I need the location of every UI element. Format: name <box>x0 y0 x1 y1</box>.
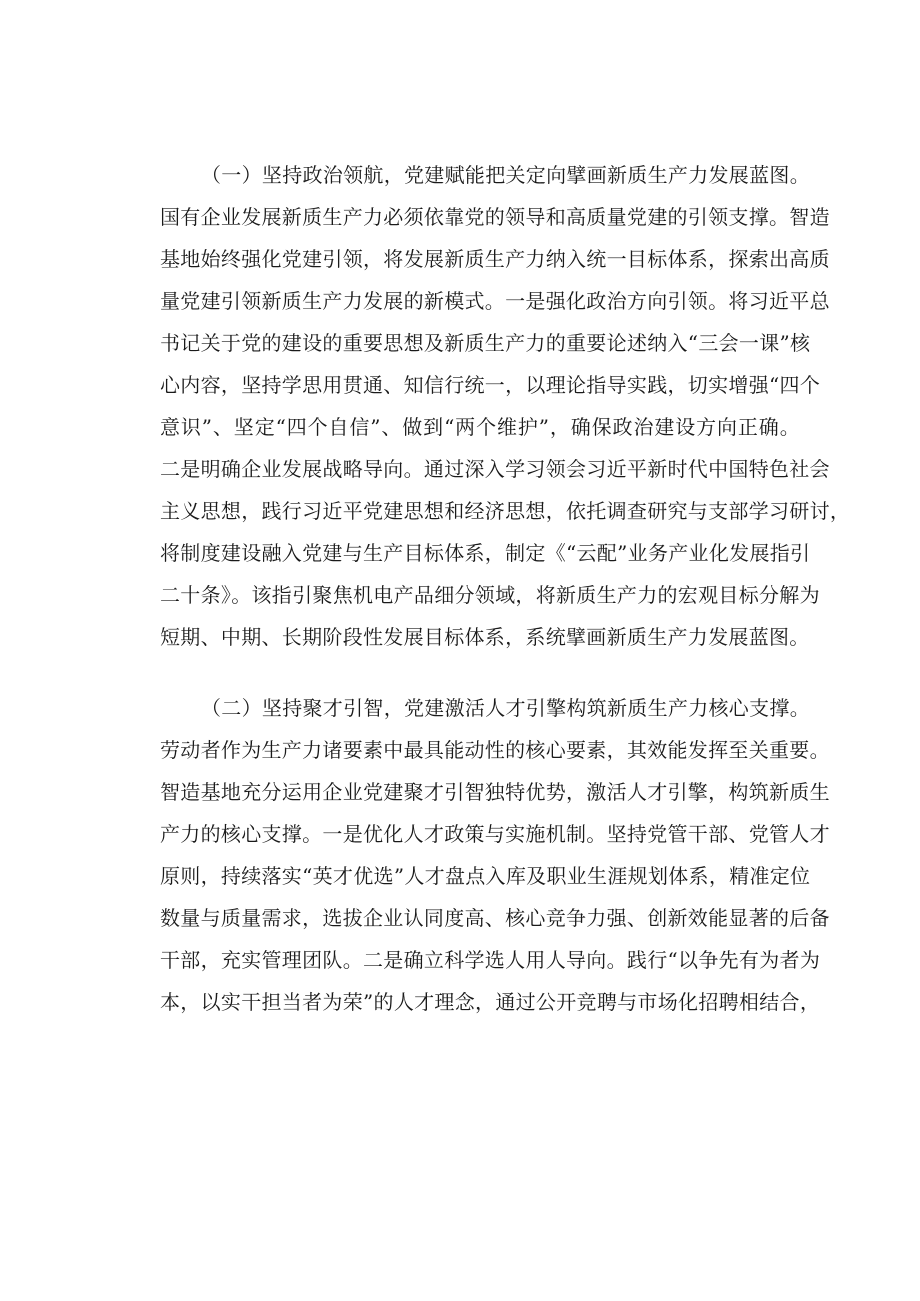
text-line: 心内容，坚持学思用贯通、知信行统一，以理论指导实践，切实增强“四个 <box>160 373 821 397</box>
text-line: 数量与质量需求，选拔企业认同度高、核心竞争力强、创新效能显著的后备 <box>160 906 830 930</box>
text-line: 二十条》。该指引聚焦机电产品细分领域，将新质生产力的宏观目标分解为 <box>160 583 820 607</box>
text-line: 意识”、坚定“四个自信”、做到“两个维护”，确保政治建设方向正确。 <box>160 415 800 439</box>
text-line: 本，以实干担当者为荣”的人才理念，通过公开竞聘与市场化招聘相结合， <box>160 990 821 1014</box>
text-line: 产力的核心支撑。一是优化人才政策与实施机制。坚持党管干部、党管人才 <box>160 822 830 846</box>
paragraph-heading: （二）坚持聚才引智，党建激活人才引擎构筑新质生产力核心支撑。 <box>201 696 810 720</box>
text-line: 干部，充实管理团队。二是确立科学选人用人导向。践行“以争先有为者为 <box>160 948 821 972</box>
paragraph-heading: （一）坚持政治领航，党建赋能把关定向擘画新质生产力发展蓝图。 <box>201 163 810 187</box>
text-line: 基地始终强化党建引领，将发展新质生产力纳入统一目标体系，探索出高质 <box>160 247 830 271</box>
text-line: 二是明确企业发展战略导向。通过深入学习领会习近平新时代中国特色社会 <box>160 457 830 481</box>
text-line: 国有企业发展新质生产力必须依靠党的领导和高质量党建的引领支撑。智造 <box>160 205 830 229</box>
text-line: 原则，持续落实“英才优选”人才盘点入库及职业生涯规划体系，精准定位 <box>160 864 811 888</box>
text-line: 将制度建设融入党建与生产目标体系，制定《“云配”业务产业化发展指引 <box>160 541 811 565</box>
text-line: 书记关于党的建设的重要思想及新质生产力的重要论述纳入“三会一课”核 <box>160 331 811 355</box>
text-line: 主义思想，践行习近平党建思想和经济思想，依托调查研究与支部学习研讨， <box>160 499 851 523</box>
text-line: 智造基地充分运用企业党建聚才引智独特优势，激活人才引擎，构筑新质生 <box>160 780 830 804</box>
text-line: 短期、中期、长期阶段性发展目标体系，系统擘画新质生产力发展蓝图。 <box>160 625 810 649</box>
text-line: 量党建引领新质生产力发展的新模式。一是强化政治方向引领。将习近平总 <box>160 289 830 313</box>
text-line: 劳动者作为生产力诸要素中最具能动性的核心要素，其效能发挥至关重要。 <box>160 738 830 762</box>
